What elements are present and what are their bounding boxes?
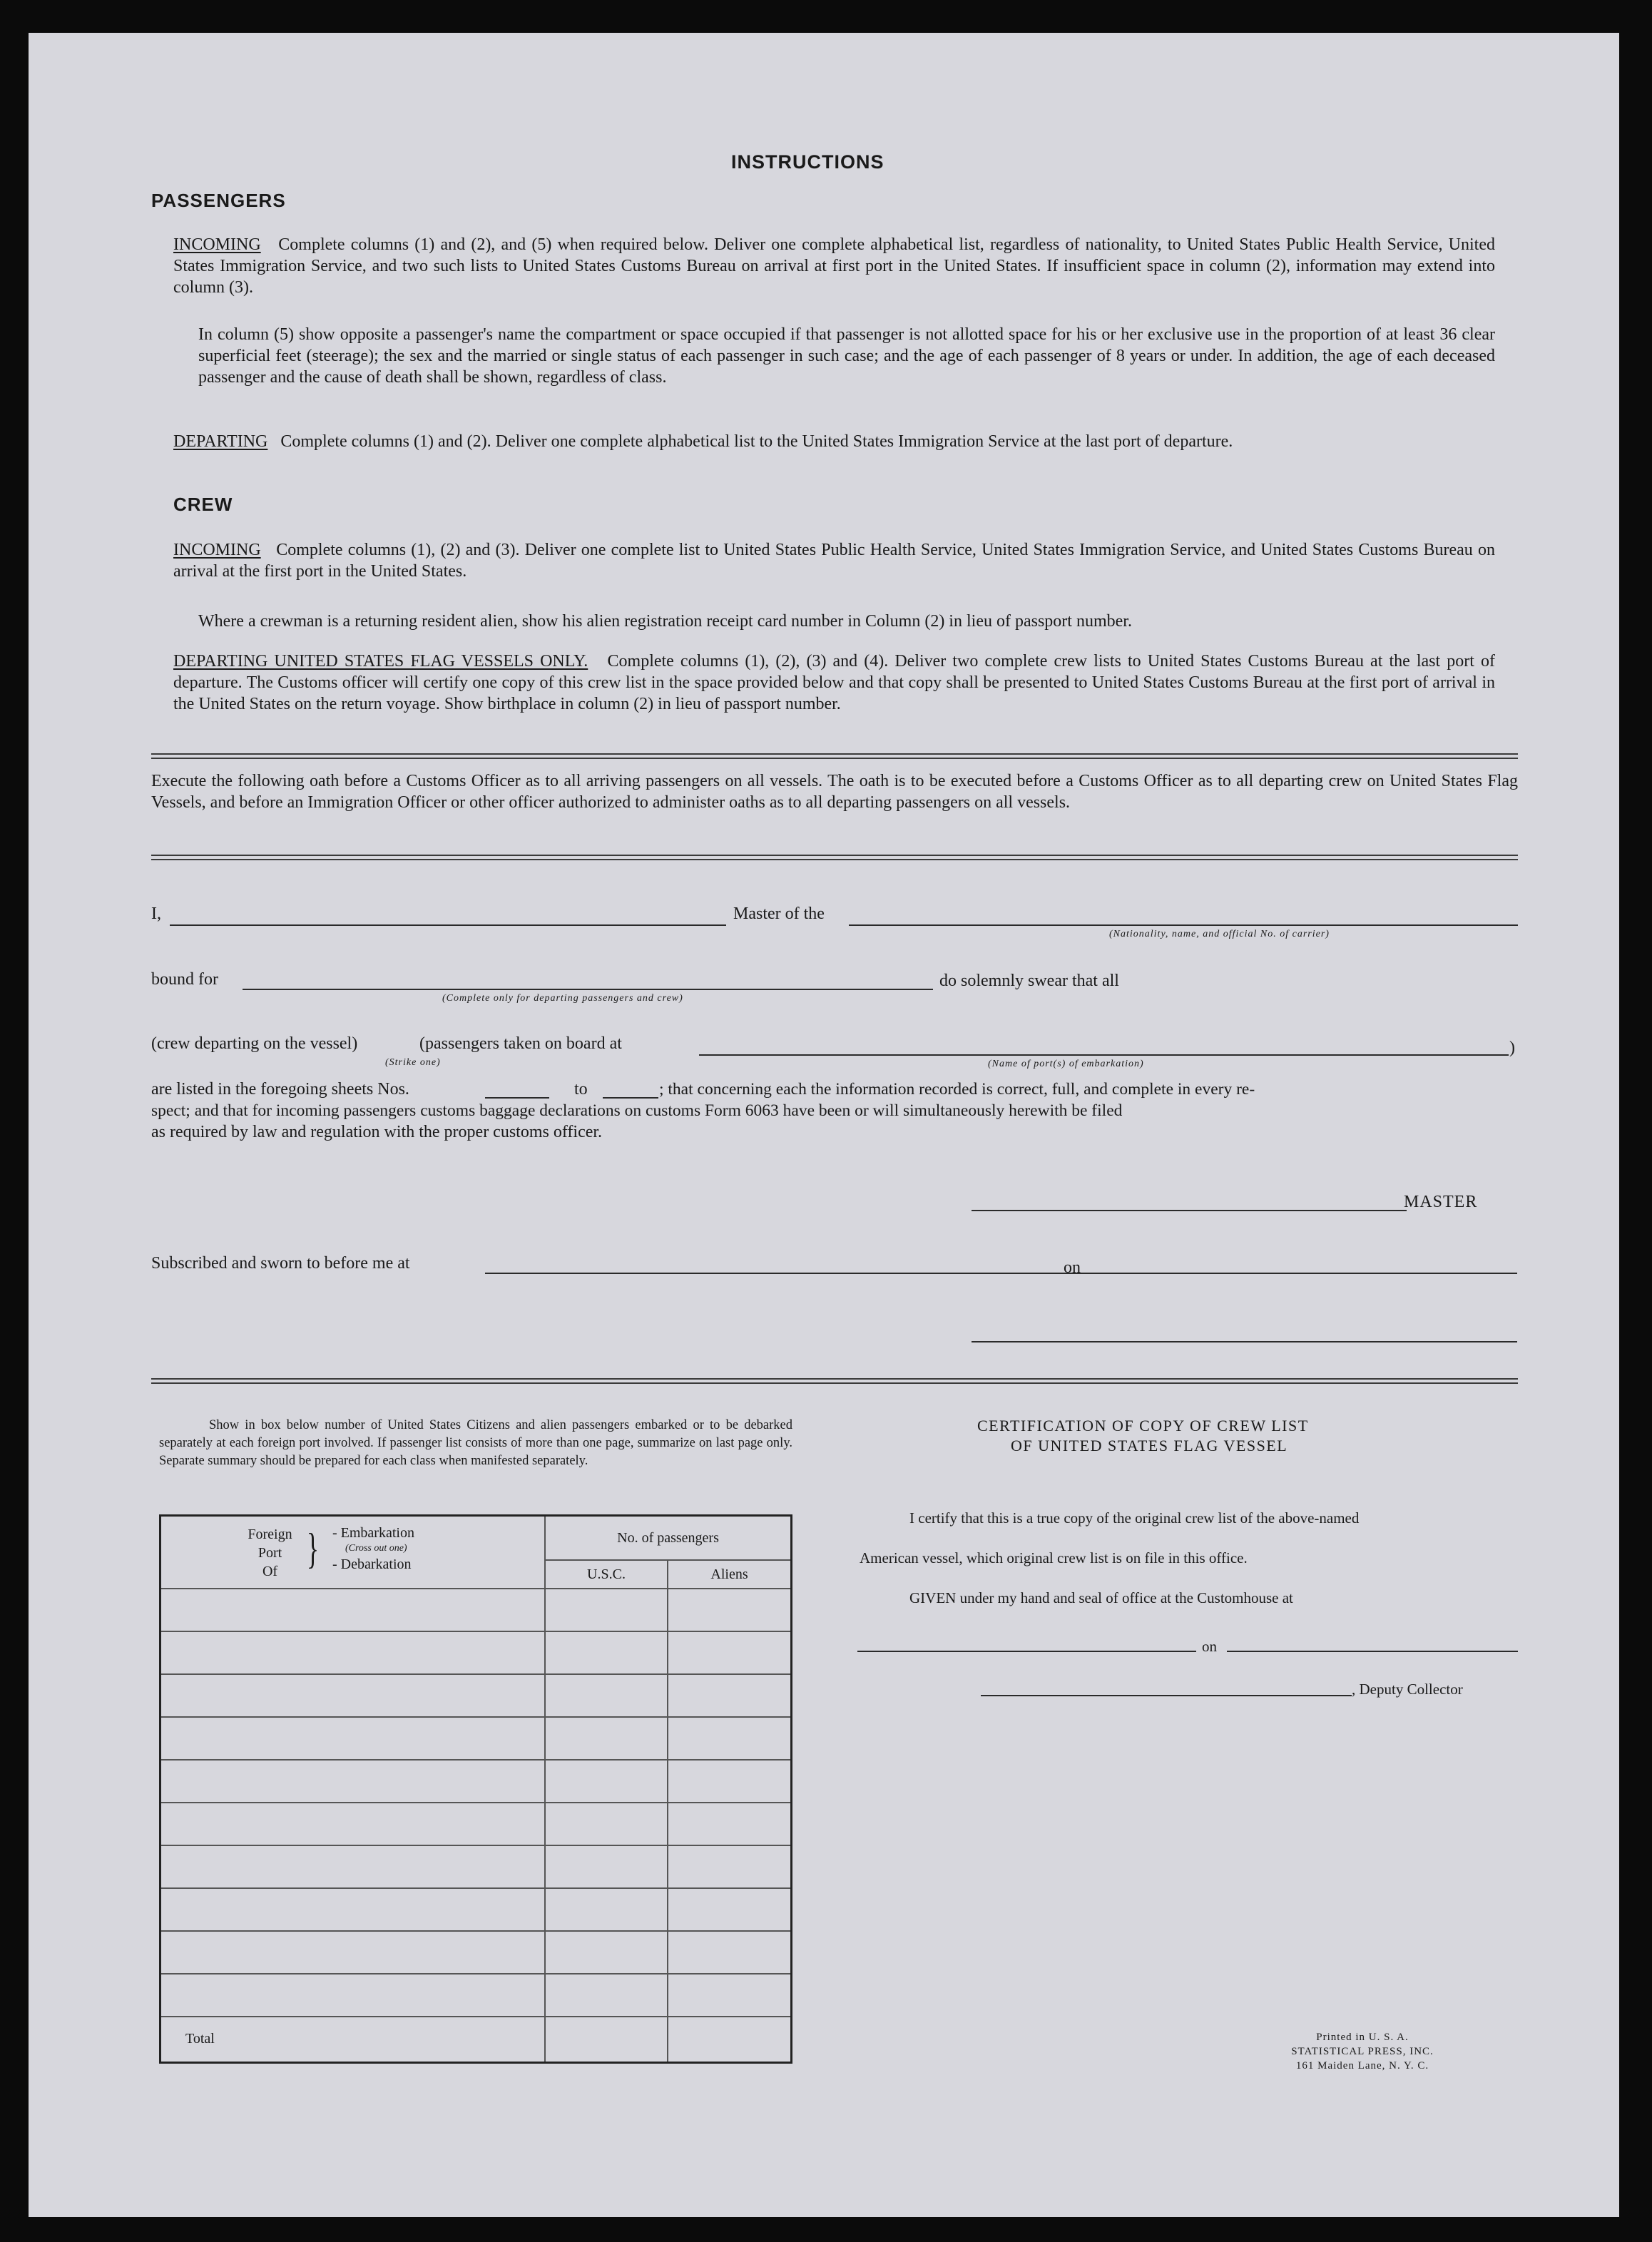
- printer-line: Printed in U. S. A.: [1316, 2032, 1409, 2043]
- usc-header: U.S.C.: [545, 1560, 668, 1589]
- table-row: [160, 1845, 792, 1888]
- table-row: [160, 1974, 792, 2017]
- usc-cell[interactable]: [545, 1717, 668, 1760]
- certification-title-2: OF UNITED STATES FLAG VESSEL: [1011, 1437, 1288, 1454]
- passengers-incoming-paragraph: [173, 234, 1495, 298]
- crew-incoming-paragraph: [173, 539, 1495, 582]
- sheet-from-field[interactable]: [485, 1097, 549, 1099]
- passengers-departing-label: DEPARTING: [173, 432, 268, 451]
- divider: [151, 1378, 1518, 1384]
- aliens-cell[interactable]: [668, 1717, 792, 1760]
- page-title: INSTRUCTIONS: [731, 151, 884, 173]
- officer-signature-field[interactable]: [972, 1341, 1517, 1342]
- table-row: [160, 1674, 792, 1717]
- usc-cell[interactable]: [545, 1888, 668, 1931]
- crew-departing-option: (crew departing on the vessel): [151, 1034, 358, 1053]
- aliens-cell[interactable]: [668, 1803, 792, 1845]
- port-label-line: Of: [262, 1564, 278, 1579]
- aliens-cell[interactable]: [668, 1888, 792, 1931]
- divider: [151, 855, 1518, 860]
- usc-cell[interactable]: [545, 1845, 668, 1888]
- master-of-the-label: Master of the: [733, 905, 825, 923]
- port-cell[interactable]: [160, 1888, 546, 1931]
- sheet-to-field[interactable]: [603, 1097, 658, 1099]
- aliens-cell[interactable]: [668, 1674, 792, 1717]
- table-row: [160, 1631, 792, 1674]
- table-row: [160, 1888, 792, 1931]
- port-cell[interactable]: [160, 1717, 546, 1760]
- form-sheet: [29, 33, 1619, 2217]
- usc-cell[interactable]: [545, 1803, 668, 1845]
- certify-line-2: American vessel, which original crew list is on file in this office.: [860, 1549, 1248, 1566]
- aliens-cell[interactable]: [668, 1845, 792, 1888]
- usc-cell[interactable]: [545, 1589, 668, 1631]
- table-row: [160, 1717, 792, 1760]
- divider: [151, 753, 1518, 759]
- port-cell[interactable]: [160, 1589, 546, 1631]
- passengers-taken-option: (passengers taken on board at: [419, 1034, 622, 1053]
- table-row: [160, 1589, 792, 1631]
- oath-i-label: I,: [151, 905, 161, 923]
- usc-cell[interactable]: [545, 1931, 668, 1974]
- certification-date-field[interactable]: [1227, 1651, 1518, 1652]
- aliens-cell[interactable]: [668, 1760, 792, 1803]
- debarkation-option: - Debarkation: [332, 1556, 412, 1572]
- aliens-header: Aliens: [668, 1560, 792, 1589]
- embarkation-ports-field[interactable]: [699, 1054, 1509, 1056]
- passengers-departing-paragraph: [173, 431, 1495, 452]
- bound-for-field[interactable]: [243, 989, 933, 990]
- crew-heading: CREW: [173, 494, 233, 515]
- crew-departing-paragraph: [173, 651, 1495, 715]
- passengers-incoming-label: INCOMING: [173, 235, 261, 254]
- total-aliens-cell[interactable]: [668, 2017, 792, 2062]
- deputy-collector-label: , Deputy Collector: [1352, 1681, 1463, 1698]
- table-row: [160, 1803, 792, 1845]
- required-text: as required by law and regulation with the proper customs officer.: [151, 1123, 603, 1141]
- usc-cell[interactable]: [545, 1674, 668, 1717]
- ports-caption: (Name of port(s) of embarkation): [988, 1059, 1144, 1069]
- summary-instructions: Show in box below number of United States Citizens and alien passengers embarked or to be debarked separately at each foreign port involved. If passenger list consists of more than one page, summarize on last page only. Separate summary should be prepared for each class when manifested separately.: [159, 1418, 792, 1468]
- sworn-on-label: on: [1064, 1258, 1081, 1277]
- passengers-departing-text: Complete columns (1) and (2). Deliver one complete alphabetical list to the United States Immigration Service at the last port of departure.: [280, 432, 1233, 451]
- deputy-signature-field[interactable]: [981, 1695, 1352, 1696]
- crew-departing-label: DEPARTING UNITED STATES FLAG VESSELS ONLY.: [173, 652, 588, 671]
- strike-caption: (Strike one): [385, 1057, 441, 1068]
- close-paren: ): [1509, 1039, 1515, 1057]
- bound-for-label: bound for: [151, 970, 218, 989]
- port-cell[interactable]: [160, 1931, 546, 1974]
- spect-text: spect; and that for incoming passengers customs baggage declarations on customs Form 6063 have been or will simultaneously herewith be filed: [151, 1101, 1123, 1120]
- embarkation-option: - Embarkation: [332, 1525, 414, 1541]
- printer-imprint: [1273, 2030, 1452, 2073]
- listed-prefix: are listed in the foregoing sheets Nos.: [151, 1080, 409, 1099]
- no-of-passengers-header: No. of passengers: [545, 1516, 792, 1561]
- total-label: Total: [160, 2017, 546, 2062]
- port-cell[interactable]: [160, 1760, 546, 1803]
- carrier-field[interactable]: [849, 924, 1518, 926]
- sworn-date-field[interactable]: [1086, 1273, 1517, 1274]
- crew-departing-text: Complete columns (1), (2), (3) and (4). Deliver two complete crew lists to United States Customs Bureau at the last port of departure. The Customs officer will certify one copy of this crew list in the space provided below and that copy shall be presented to United States Customs Bureau at the first port of arrival in the United States on the return voyage. Show birthplace in column (2) in lieu of passport number.: [173, 652, 1495, 713]
- master-name-field[interactable]: [170, 924, 726, 926]
- usc-cell[interactable]: [545, 1974, 668, 2017]
- cross-out-caption: (Cross out one): [345, 1543, 407, 1554]
- table-row: [160, 1931, 792, 1974]
- port-label-line: Foreign: [248, 1527, 292, 1542]
- printer-line: 161 Maiden Lane, N. Y. C.: [1295, 2060, 1429, 2072]
- passengers-heading: PASSENGERS: [151, 190, 286, 211]
- aliens-cell[interactable]: [668, 1589, 792, 1631]
- passengers-column5-paragraph: In column (5) show opposite a passenger's name the compartment or space occupied if that passenger is not allotted space for his or her exclusive use in the proportion of at least 36 clear superficial feet (steerage); the sex and the married or single status of each passenger in such case; and the age of each passenger of 8 years or under. In addition, the age of each deceased passenger and the cause of death shall be shown, regardless of class.: [198, 325, 1495, 387]
- complete-caption: (Complete only for departing passengers and crew): [442, 993, 683, 1004]
- port-cell[interactable]: [160, 1974, 546, 2017]
- port-cell[interactable]: [160, 1803, 546, 1845]
- certification-title-1: CERTIFICATION OF COPY OF CREW LIST: [977, 1417, 1309, 1435]
- subscribed-label: Subscribed and sworn to before me at: [151, 1254, 410, 1273]
- crew-incoming-label: INCOMING: [173, 541, 261, 559]
- oath-intro-paragraph: Execute the following oath before a Customs Officer as to all arriving passengers on all vessels. The oath is to be executed before a Customs Officer as to all departing crew on United States Flag Vessels, and before an Immigration Officer or other officer authorized to administer oaths as to all departing passengers on all vessels.: [151, 772, 1518, 812]
- customhouse-field[interactable]: [857, 1651, 1196, 1652]
- crew-incoming-text: Complete columns (1), (2) and (3). Deliver one complete list to United States Public Health Service, United States Immigration Service, and United States Customs Bureau on arrival at the first port in the United States.: [173, 541, 1496, 581]
- port-label-line: Port: [258, 1545, 282, 1561]
- port-header-cell: [160, 1516, 546, 1589]
- listed-suffix: ; that concerning each the information recorded is correct, full, and complete in every re-: [659, 1080, 1255, 1099]
- port-cell[interactable]: [160, 1674, 546, 1717]
- passengers-incoming-text: Complete columns (1) and (2), and (5) when required below. Deliver one complete alphabetical list, regardless of nationality, to United States Public Health Service, United States Immigration Service, and two such lists to United States Customs Bureau on arrival at first port in the United States. If insufficient space in column (2), information may extend into column (3).: [173, 235, 1496, 297]
- usc-cell[interactable]: [545, 1760, 668, 1803]
- master-signature-field[interactable]: [972, 1210, 1407, 1211]
- swear-text: do solemnly swear that all: [939, 972, 1119, 990]
- sworn-at-field[interactable]: [485, 1273, 1088, 1274]
- certify-line-1: I certify that this is a true copy of the original crew list of the above-named: [909, 1509, 1360, 1527]
- aliens-cell[interactable]: [668, 1974, 792, 2017]
- total-usc-cell[interactable]: [545, 2017, 668, 2062]
- given-text: GIVEN under my hand and seal of office at the Customhouse at: [909, 1589, 1293, 1606]
- certification-on-label: on: [1202, 1638, 1217, 1655]
- port-cell[interactable]: [160, 1845, 546, 1888]
- aliens-cell[interactable]: [668, 1631, 792, 1674]
- nationality-caption: (Nationality, name, and official No. of carrier): [1109, 929, 1330, 939]
- to-label: to: [574, 1080, 588, 1099]
- brace-glyph: }: [306, 1525, 320, 1572]
- printer-line: STATISTICAL PRESS, INC.: [1291, 2046, 1434, 2057]
- aliens-cell[interactable]: [668, 1931, 792, 1974]
- port-cell[interactable]: [160, 1631, 546, 1674]
- crew-resident-paragraph: Where a crewman is a returning resident alien, show his alien registration receipt card number in Column (2) in lieu of passport number.: [198, 612, 1132, 631]
- master-label: MASTER: [1404, 1193, 1478, 1211]
- passenger-summary-table: [159, 1514, 792, 2064]
- table-row: [160, 1760, 792, 1803]
- usc-cell[interactable]: [545, 1631, 668, 1674]
